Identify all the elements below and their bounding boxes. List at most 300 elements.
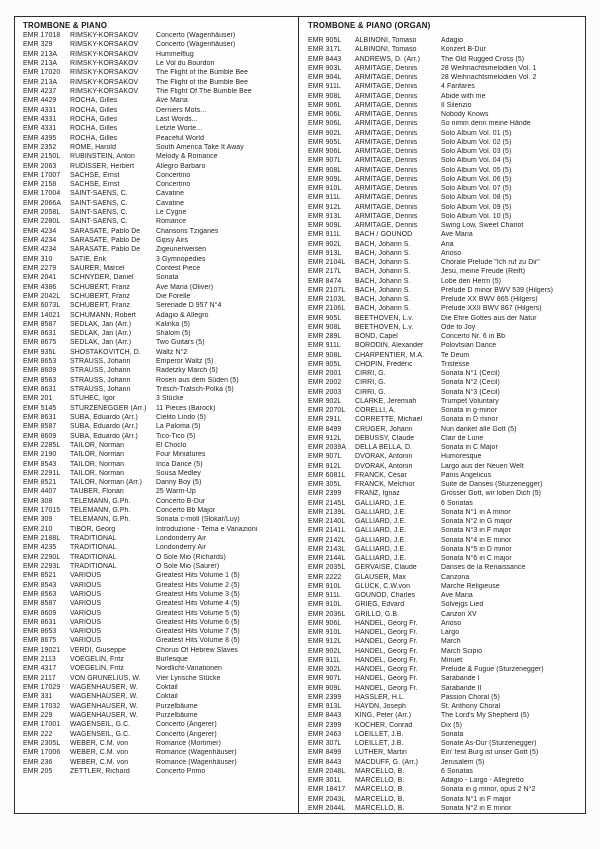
piece-title: Suite de Danses (Sturzenegger) [441, 481, 543, 489]
piece-title: Solvejgs Lied [441, 601, 484, 609]
composer-name: MARCELLO, B. [355, 777, 405, 785]
catalog-number: EMR 2003 [308, 388, 342, 396]
piece-title: Sonata c-moll (Slokar/Luy) [156, 516, 240, 524]
composer-name: VARIOUS [70, 637, 102, 645]
piece-title: Chansons Tziganes [156, 227, 219, 235]
table-row [308, 166, 582, 175]
catalog-number: EMR 308 [23, 497, 53, 505]
composer-name: SCHUBERT, Franz [70, 302, 130, 310]
catalog-number: EMR 17015 [23, 507, 61, 515]
composer-name: BORODIN, Alexander [355, 342, 424, 350]
catalog-number: EMR 908L [308, 351, 342, 359]
catalog-number: EMR 2058L [23, 209, 61, 217]
table-row [308, 360, 582, 369]
table-row [308, 508, 582, 517]
table-row [308, 480, 582, 489]
composer-name: VARIOUS [70, 628, 102, 636]
piece-title: Solo Album Vol. 02 (5) [441, 138, 512, 146]
composer-name: STURZENEGGER (Arr.) [70, 404, 147, 412]
composer-name: ARMITAGE, Dennis [355, 101, 418, 109]
catalog-number: EMR 910L [308, 601, 342, 609]
table-row [308, 748, 582, 757]
piece-title: Largo aus der Neuen Welt [441, 462, 524, 470]
catalog-number: EMR 8443 [308, 712, 342, 720]
table-row [23, 525, 295, 534]
composer-name: DEBUSSY, Claude [355, 434, 415, 442]
composer-name: KING, Peter (Arr.) [355, 712, 412, 720]
catalog-number: EMR 4395 [23, 134, 57, 142]
table-row [23, 404, 295, 413]
piece-title: Trumpet Voluntary [441, 397, 499, 405]
piece-title: Solo Album Vol. 05 (5) [441, 166, 512, 174]
section-title-trombone-piano-organ: TROMBONE & PIANO (ORGAN) [308, 21, 431, 30]
catalog-number: EMR 8563 [23, 590, 57, 598]
table-row [308, 730, 582, 739]
composer-name: SAURER, Marcel [70, 264, 125, 272]
piece-title: Greatest Hits Volume 2 (5) [156, 581, 240, 589]
table-row [23, 413, 295, 422]
piece-title: The Flight Of The Bumble Bee [156, 88, 252, 96]
piece-title: Purzelbäume [156, 711, 198, 719]
table-row [308, 193, 582, 202]
composer-name: MACDUFF, G. (Arr.) [355, 758, 419, 766]
table-row [308, 129, 582, 138]
composer-name: ARMITAGE, Dennis [355, 111, 418, 119]
piece-title: Cielito Lindo (5) [156, 413, 206, 421]
catalog-number: EMR 2285L [23, 441, 61, 449]
piece-title: March [441, 638, 461, 646]
composer-name: VARIOUS [70, 572, 102, 580]
composer-name: VARIOUS [70, 600, 102, 608]
catalog-number: EMR 17006 [23, 749, 61, 757]
composer-name: SAINT-SAËNS, C. [70, 209, 128, 217]
table-row [308, 110, 582, 119]
table-row [308, 674, 582, 683]
composer-name: STRAUSS, Johann [70, 367, 131, 375]
catalog-number: EMR 4237 [23, 88, 57, 96]
catalog-number: EMR 2190 [23, 451, 57, 459]
catalog-number: EMR 906L [308, 111, 342, 119]
composer-name: SCHUMANN, Robert [70, 311, 136, 319]
table-row [308, 332, 582, 341]
table-row [308, 415, 582, 424]
table-row [23, 646, 295, 655]
table-row [23, 553, 295, 562]
catalog-number: EMR 229 [23, 711, 53, 719]
composer-name: GLUCK, C.W.von [355, 582, 411, 590]
piece-title: Solo Album Vol. 07 (5) [441, 185, 512, 193]
catalog-number: EMR 217L [308, 268, 342, 276]
piece-title: Ein' fest Burg ist unser Gott (5) [441, 749, 539, 757]
table-row [23, 571, 295, 580]
piece-title: Cavatine [156, 190, 184, 198]
composer-name: STRAUSS, Johann [70, 358, 131, 366]
piece-title: Greatest Hits Volume 7 (5) [156, 628, 240, 636]
catalog-number: EMR 913L [308, 212, 342, 220]
table-row [308, 582, 582, 591]
composer-name: VARIOUS [70, 618, 102, 626]
piece-title: Sonata N°2 (Cecil) [441, 379, 500, 387]
composer-name: GRIEG, Edvard [355, 601, 405, 609]
table-row [23, 497, 295, 506]
composer-name: FRANCK, César [355, 471, 407, 479]
catalog-number: EMR 4317 [23, 665, 57, 673]
piece-title: Passion Choral (5) [441, 693, 500, 701]
composer-name: LOEILLET, J.B. [355, 740, 404, 748]
piece-title: Greatest Hits Volume 5 (5) [156, 609, 240, 617]
catalog-number: EMR 908L [308, 166, 342, 174]
table-row [308, 240, 582, 249]
catalog-number: EMR 907L [308, 453, 342, 461]
composer-name: RIMSKY-KORSAKOV [70, 32, 139, 40]
catalog-number: EMR 912L [308, 203, 342, 211]
composer-name: GALLIARD, J.E. [355, 527, 407, 535]
catalog-number: EMR 910L [308, 185, 342, 193]
catalog-number: EMR 17007 [23, 171, 61, 179]
composer-name: ARMITAGE, Dennis [355, 157, 418, 165]
catalog-number: EMR 8631 [23, 386, 57, 394]
table-row [23, 580, 295, 589]
catalog-number: EMR 2291L [23, 469, 61, 477]
piece-title: Sonata in g-minor [441, 407, 498, 415]
composer-name: SAINT-SAËNS, C. [70, 199, 128, 207]
table-row [308, 119, 582, 128]
composer-name: SEDLAK, Jan (Arr.) [70, 339, 132, 347]
table-row [308, 286, 582, 295]
composer-name: TIBOR, Georg [70, 525, 116, 533]
catalog-number: EMR 2117 [23, 674, 56, 682]
composer-name: SEDLAK, Jan (Arr.) [70, 330, 132, 338]
piece-title: Waltz N°2 [156, 348, 188, 356]
composer-name: BACH / GOUNOD [355, 231, 413, 239]
table-row [308, 804, 582, 813]
catalog-number: EMR 4234 [23, 246, 57, 254]
composer-name: DVORAK, Antonin [355, 462, 413, 470]
piece-title: Clair de Lune [441, 434, 484, 442]
catalog-number: EMR 302L [308, 666, 342, 674]
composer-name: MARCELLO, B. [355, 795, 405, 803]
composer-name: LUTHER, Martin [355, 749, 407, 757]
composer-name: GRILLO, G.B. [355, 610, 400, 618]
composer-name: BOND, Capel [355, 333, 398, 341]
table-row [308, 563, 582, 572]
table-row [23, 180, 295, 189]
composer-name: SACHSE, Ernst [70, 181, 120, 189]
table-row [308, 101, 582, 110]
piece-title: Sonata N°4 in E minor [441, 536, 512, 544]
catalog-number: EMR 8653 [23, 628, 57, 636]
composer-name: HAYDN, Joseph [355, 703, 406, 711]
piece-title: Concerto (Angerer) [156, 730, 217, 738]
catalog-number: EMR 8587 [23, 423, 57, 431]
catalog-number: EMR 8474 [308, 277, 342, 285]
table-row [308, 545, 582, 554]
table-row [308, 573, 582, 582]
catalog-number: EMR 329 [23, 41, 53, 49]
catalog-number: EMR 8609 [23, 432, 57, 440]
piece-title: Swing Low, Sweet Chariot [441, 222, 524, 230]
table-row [308, 230, 582, 239]
catalog-number: EMR 317L [308, 46, 342, 54]
table-row [23, 664, 295, 673]
piece-title: Concerto B-Dur [156, 497, 206, 505]
piece-title: Sonate As-Dur (Sturzenegger) [441, 740, 537, 748]
catalog-number: EMR 909L [308, 684, 342, 692]
catalog-number: EMR 905L [308, 360, 342, 368]
composer-name: HÄNDEL, Georg Fr. [355, 684, 418, 692]
table-row [308, 628, 582, 637]
catalog-number: EMR 310 [23, 255, 53, 263]
composer-name: ALBINONI, Tomaso [355, 37, 417, 45]
piece-title: Il Silenzio [441, 101, 472, 109]
composer-name: TELEMANN, G.Ph. [70, 507, 131, 515]
piece-title: Vier Lyrische Stücke [156, 674, 221, 682]
piece-title: Arioso [441, 619, 462, 627]
piece-title: Adagio - Largo - Allegretto [441, 777, 524, 785]
piece-title: O Sole Mio (Saurer) [156, 562, 220, 570]
catalog-number: EMR 908L [308, 323, 342, 331]
table-row [23, 608, 295, 617]
catalog-number: EMR 2144L [308, 555, 346, 563]
piece-title: Letzte Worte... [156, 125, 203, 133]
table-row [23, 469, 295, 478]
table-row [23, 543, 295, 552]
table-row [308, 277, 582, 286]
catalog-number: EMR 8653 [23, 358, 57, 366]
catalog-table [14, 16, 586, 814]
composer-name: SARASATE, Pablo De [70, 246, 141, 254]
piece-title: Minuet [441, 656, 463, 664]
table-row [308, 785, 582, 794]
table-row [308, 767, 582, 776]
catalog-number: EMR 911L [308, 231, 341, 239]
composer-name: WEBER, C.M. von [70, 758, 129, 766]
table-row [23, 133, 295, 142]
catalog-number: EMR 14021 [23, 311, 61, 319]
table-row [308, 591, 582, 600]
piece-title: Greatest Hits Volume 6 (5) [156, 618, 240, 626]
catalog-number: EMR 331 [23, 693, 53, 701]
catalog-number: EMR 8499 [308, 749, 342, 757]
composer-name: WAGENHÄUSER, W. [70, 684, 138, 692]
catalog-number: EMR 5145 [23, 404, 57, 412]
composer-name: SCHUBERT, Franz [70, 292, 130, 300]
composer-name: ARMITAGE, Dennis [355, 166, 418, 174]
catalog-number: EMR 907L [308, 157, 342, 165]
composer-name: KOCHER, Conrad [355, 721, 413, 729]
catalog-number: EMR 17029 [23, 684, 61, 692]
piece-title: Ave Maria [441, 231, 473, 239]
table-row [23, 115, 295, 124]
piece-title: Sonata in C Major [441, 444, 498, 452]
piece-title: Romance (Wagenhäuser) [156, 749, 237, 757]
piece-title: Sonata in D minor [441, 416, 498, 424]
catalog-number: EMR 909L [308, 175, 342, 183]
table-row [23, 245, 295, 254]
piece-title: Nun danket alle Gott (5) [441, 425, 517, 433]
piece-title: Concertino [156, 171, 191, 179]
composer-name: BACH, Johann S. [355, 240, 411, 248]
catalog-number: EMR 911L [308, 83, 341, 91]
piece-title: Humoresque [441, 453, 482, 461]
catalog-number: EMR 2280L [23, 218, 61, 226]
composer-name: BEETHOVEN, L.v. [355, 323, 414, 331]
composer-name: TAILOR, Norman [70, 441, 125, 449]
catalog-number: EMR 222 [23, 730, 53, 738]
piece-title: Allegro Barbaro [156, 162, 206, 170]
piece-title: Prelude D minor BWV 539 (Hilgers) [441, 286, 554, 294]
section-title-trombone-piano: TROMBONE & PIANO [23, 21, 108, 30]
table-row [23, 739, 295, 748]
catalog-number: EMR 911L [308, 194, 341, 202]
piece-title: Romance [156, 218, 187, 226]
piece-title: Polovtsian Dance [441, 342, 497, 350]
table-row [23, 189, 295, 198]
table-row [308, 600, 582, 609]
composer-name: RIMSKY-KORSAKOV [70, 88, 139, 96]
piece-title: St. Anthony Choral [441, 703, 501, 711]
table-row [308, 637, 582, 646]
composer-name: BACH, Johann S. [355, 277, 411, 285]
table-row [23, 161, 295, 170]
table-row [308, 73, 582, 82]
catalog-number: EMR 2113 [23, 656, 56, 664]
catalog-number: EMR 8631 [23, 330, 57, 338]
catalog-number: EMR 17001 [23, 721, 61, 729]
catalog-number: EMR 911L [308, 656, 341, 664]
catalog-number: EMR 911L [308, 342, 341, 350]
catalog-number: EMR 2048L [308, 767, 346, 775]
table-row [23, 376, 295, 385]
catalog-number: EMR 910L [308, 582, 342, 590]
piece-title: Solo Album Vol. 09 (5) [441, 203, 512, 211]
catalog-number: EMR 8543 [23, 460, 57, 468]
catalog-number: EMR 907L [308, 675, 342, 683]
composer-name: RUBINSTEIN, Anton [70, 153, 135, 161]
composer-name: VARIOUS [70, 581, 102, 589]
composer-name: TAILOR, Norman [70, 469, 125, 477]
composer-name: BEETHOVEN, L.v. [355, 314, 414, 322]
catalog-number: EMR 210 [23, 525, 53, 533]
table-row [23, 534, 295, 543]
catalog-number: EMR 2044L [308, 804, 346, 812]
catalog-number: EMR 906L [308, 148, 342, 156]
catalog-number: EMR 2399 [308, 693, 342, 701]
catalog-number: EMR 2463 [308, 730, 342, 738]
catalog-number: EMR 2139L [308, 508, 346, 516]
table-row [23, 31, 295, 40]
catalog-number: EMR 2145L [308, 499, 346, 507]
catalog-number: EMR 8609 [23, 609, 57, 617]
composer-name: MARCELLO, B. [355, 786, 405, 794]
composer-name: DELLA BELLA, D. [355, 444, 413, 452]
table-row [308, 693, 582, 702]
piece-title: Chorus Of Hebrew Slaves [156, 646, 238, 654]
composer-name: TAILOR, Norman [70, 451, 125, 459]
composer-name: DVORAK, Antonin [355, 453, 413, 461]
catalog-number: EMR 289L [308, 333, 342, 341]
table-row [308, 82, 582, 91]
composer-name: SUBA, Eduardo (Arr.) [70, 423, 138, 431]
composer-name: GALLIARD, J.E. [355, 545, 407, 553]
composer-name: BACH, Johann S. [355, 296, 411, 304]
piece-title: Danny Boy (5) [156, 479, 202, 487]
piece-title: 6 Sonatas [441, 767, 473, 775]
table-row [308, 665, 582, 674]
piece-title: Ave Maria [441, 592, 473, 600]
piece-title: 6 Sonatas [441, 499, 473, 507]
table-row [23, 87, 295, 96]
table-row [308, 526, 582, 535]
catalog-number: EMR 8631 [23, 618, 57, 626]
piece-title: Romance (Wagenhäuser) [156, 758, 237, 766]
catalog-number: EMR 908L [308, 92, 342, 100]
table-row [23, 273, 295, 282]
table-row [23, 282, 295, 291]
catalog-number: EMR 2042L [23, 292, 61, 300]
piece-title: Solo Album Vol. 06 (5) [441, 175, 512, 183]
catalog-number: EMR 2188L [23, 535, 61, 543]
catalog-number: EMR 2043L [308, 795, 346, 803]
composer-name: FRANZ, Ignaz [355, 490, 400, 498]
catalog-number: EMR 8443 [308, 55, 342, 63]
catalog-number: EMR 8587 [23, 320, 57, 328]
composer-name: CIRRI, G. [355, 370, 386, 378]
piece-title: Sonata N°3 (Cecil) [441, 388, 500, 396]
table-row [23, 692, 295, 701]
composer-name: ARMITAGE, Dennis [355, 194, 418, 202]
piece-title: Sonata in g minor, opus 2 N°2 [441, 786, 536, 794]
piece-title: Nordlicht-Variationen [156, 665, 222, 673]
catalog-number: EMR 201 [23, 395, 53, 403]
section-trombone-piano-organ [299, 17, 585, 813]
piece-title: Sonata N°3 in F major [441, 527, 511, 535]
table-row [23, 124, 295, 133]
composer-name: TAILOR, Norman [70, 460, 125, 468]
table-row [23, 487, 295, 496]
composer-name: ARMITAGE, Dennis [355, 92, 418, 100]
catalog-number: EMR 8443 [308, 758, 342, 766]
table-row [308, 323, 582, 332]
piece-title: 25 Warm-Up [156, 488, 196, 496]
piece-title: Le Vol du Bourdon [156, 60, 215, 68]
table-row [308, 36, 582, 45]
composer-name: ARMITAGE, Dennis [355, 212, 418, 220]
piece-title: Aria [441, 240, 454, 248]
composer-name: ROCHA, Gilles [70, 115, 118, 123]
composer-name: ANDREWS, D. (Arr.) [355, 55, 420, 63]
composer-name: RIMSKY-KORSAKOV [70, 78, 139, 86]
piece-title: Sonata N°1 (Cecil) [441, 370, 500, 378]
catalog-number: EMR 2399 [308, 490, 342, 498]
table-row [23, 655, 295, 664]
piece-title: Greatest Hits Volume 4 (5) [156, 600, 240, 608]
table-row [308, 610, 582, 619]
piece-title: Contest Piece [156, 264, 201, 272]
composer-name: ARMITAGE, Dennis [355, 138, 418, 146]
catalog-number: EMR 906L [308, 101, 342, 109]
composer-name: LOEILLET, J.B. [355, 730, 404, 738]
table-row [23, 702, 295, 711]
table-row [308, 656, 582, 665]
catalog-number: EMR 8609 [23, 367, 57, 375]
composer-name: ROCHA, Gilles [70, 134, 118, 142]
table-row [23, 767, 295, 776]
piece-title: Shalom (5) [156, 330, 191, 338]
catalog-number: EMR 2305L [23, 739, 61, 747]
piece-title: El Choclo [156, 441, 187, 449]
table-row [23, 683, 295, 692]
